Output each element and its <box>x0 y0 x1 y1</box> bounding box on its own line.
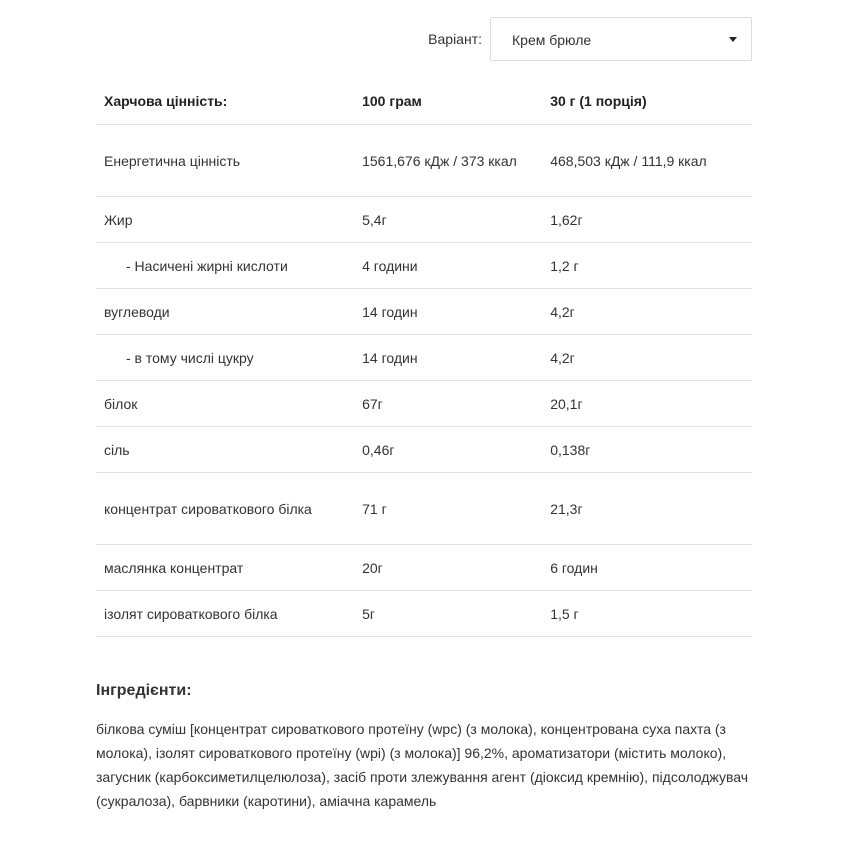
nutrient-per-100g: 14 годин <box>354 335 542 381</box>
table-header-row <box>96 78 752 125</box>
nutrient-per-serving: 1,2 г <box>542 243 752 289</box>
table-row <box>96 591 752 637</box>
nutrient-per-serving: 468,503 кДж / 111,9 ккал <box>542 125 752 197</box>
nutrient-name: Енергетична цінність <box>96 125 354 197</box>
variant-dropdown[interactable] <box>490 17 752 61</box>
ingredients-text: білкова суміш [концентрат сироваткового протеїну (wpc) (з молока), концентрована суха пахта (з молока), ізолят сироваткового протеїну (wpi) (з молока)] 96,2%, ароматизатори (містить молоко), загусник (карбоксиметилцелюлоза), засіб проти злежування агент (діоксид кремнію), підсолоджувач (сукралоза), барвники (каротини), аміачна карамель <box>96 721 749 809</box>
table-row <box>96 473 752 545</box>
nutrient-per-100g: 5,4г <box>354 197 542 243</box>
nutrient-per-100g: 71 г <box>354 473 542 545</box>
nutrient-per-100g: 4 години <box>354 243 542 289</box>
table-row <box>96 335 752 381</box>
table-row <box>96 427 752 473</box>
nutrient-per-100g: 0,46г <box>354 427 542 473</box>
nutrient-name: - Насичені жирні кислоти <box>96 243 354 289</box>
header-nutrition-value: Харчова цінність: <box>96 78 354 125</box>
nutrient-name: маслянка концентрат <box>96 545 354 591</box>
table-row <box>96 545 752 591</box>
nutrient-per-100g: 20г <box>354 545 542 591</box>
table-row <box>96 381 752 427</box>
variant-selected-value: Крем брюле <box>512 32 592 48</box>
nutrient-name: вуглеводи <box>96 289 354 335</box>
nutrient-per-serving: 4,2г <box>542 289 752 335</box>
table-row <box>96 197 752 243</box>
nutrient-per-serving: 4,2г <box>542 335 752 381</box>
variant-selector-row <box>0 17 752 63</box>
table-row <box>96 243 752 289</box>
nutrient-name: білок <box>96 381 354 427</box>
nutrient-name: - в тому числі цукру <box>96 335 354 381</box>
nutrient-per-serving: 1,5 г <box>542 591 752 637</box>
nutrient-name: Жир <box>96 197 354 243</box>
nutrient-per-serving: 0,138г <box>542 427 752 473</box>
nutrient-per-100g: 5г <box>354 591 542 637</box>
variant-label: Варіант: <box>428 31 482 47</box>
ingredients-heading: Інгредієнти: <box>96 682 192 699</box>
nutrition-table <box>96 78 752 637</box>
nutrient-per-100g: 1561,676 кДж / 373 ккал <box>354 125 542 197</box>
nutrient-name: сіль <box>96 427 354 473</box>
nutrient-per-serving: 1,62г <box>542 197 752 243</box>
nutrient-per-serving: 6 годин <box>542 545 752 591</box>
nutrient-name: ізолят сироваткового білка <box>96 591 354 637</box>
nutrient-per-serving: 21,3г <box>542 473 752 545</box>
header-per-serving: 30 г (1 порція) <box>542 78 752 125</box>
nutrient-per-100g: 67г <box>354 381 542 427</box>
table-row <box>96 125 752 197</box>
nutrient-name: концентрат сироваткового білка <box>96 473 354 545</box>
nutrient-per-serving: 20,1г <box>542 381 752 427</box>
table-row <box>96 289 752 335</box>
header-per-100g: 100 грам <box>354 78 542 125</box>
chevron-down-icon <box>729 37 737 42</box>
nutrient-per-100g: 14 годин <box>354 289 542 335</box>
